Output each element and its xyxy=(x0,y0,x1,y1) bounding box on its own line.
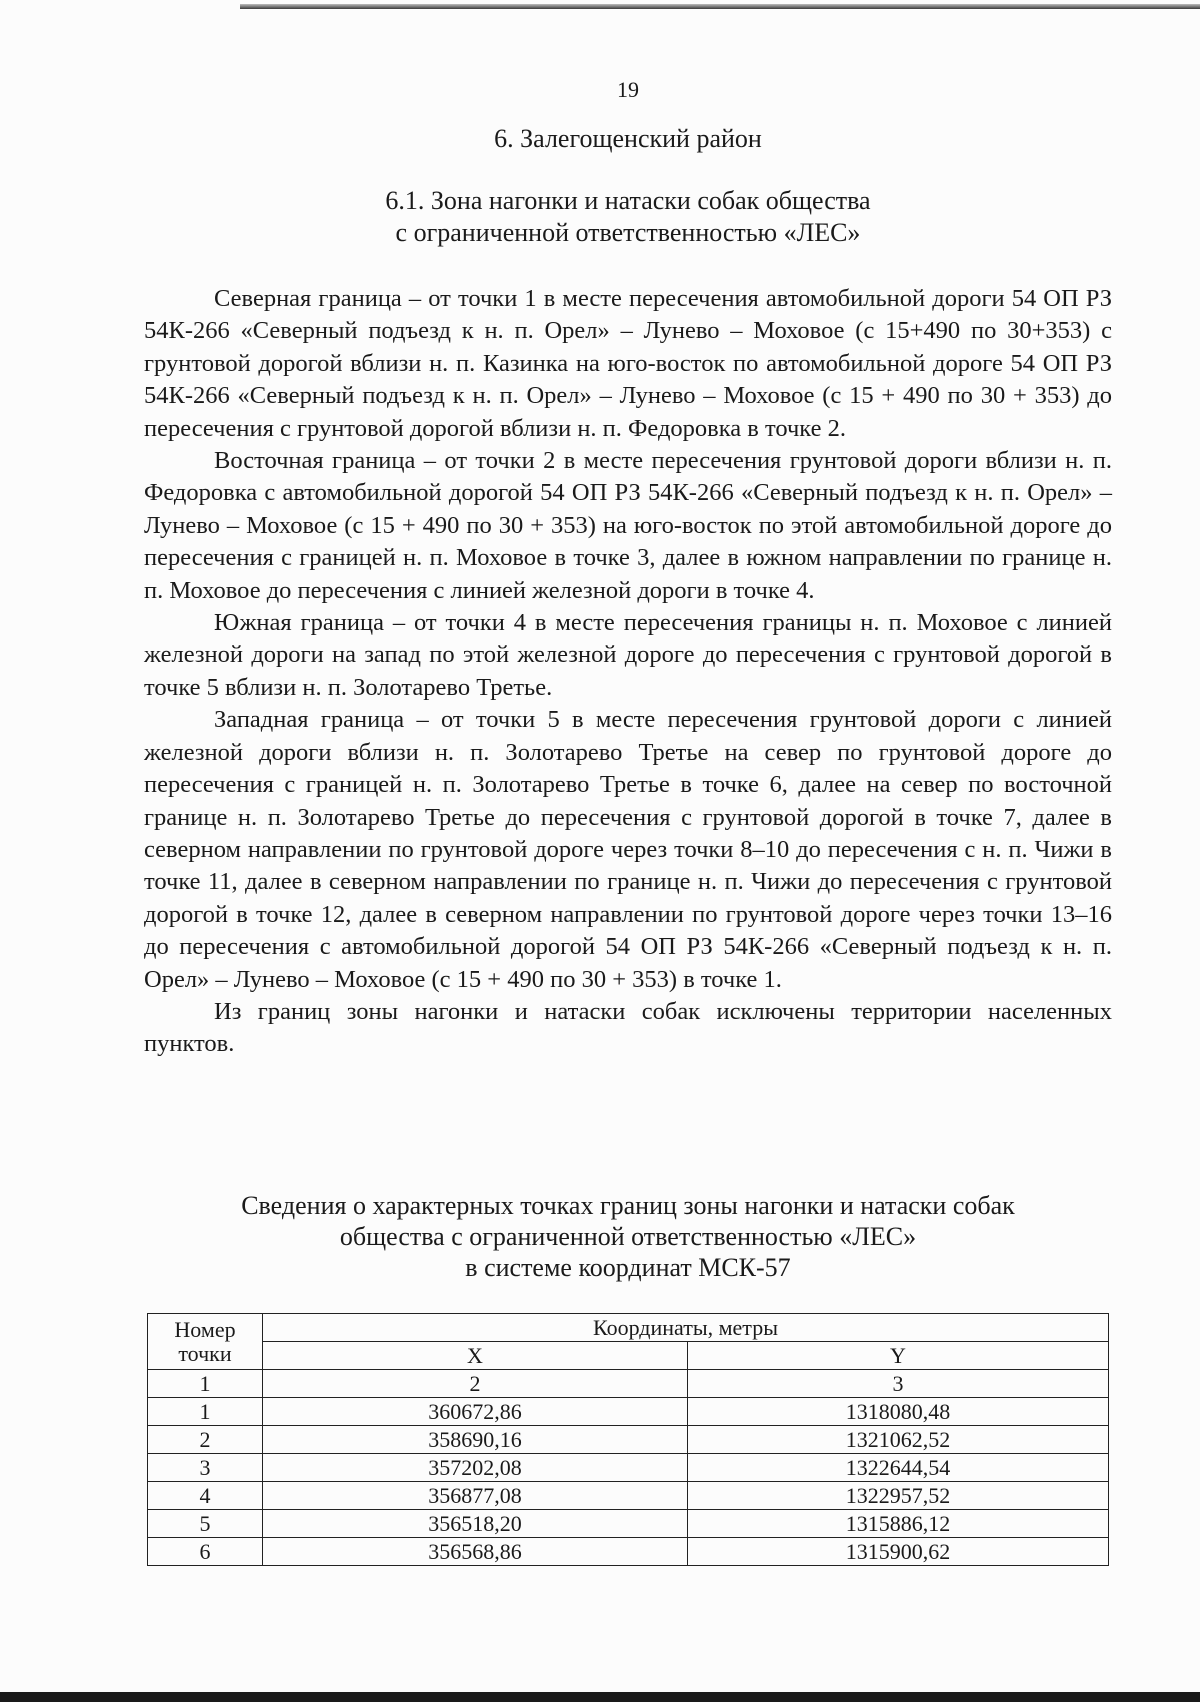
y-coordinate-cell: 1321062,52 xyxy=(688,1426,1109,1454)
paragraph-north-border: Северная граница – от точки 1 в месте пересечения автомобильной дороги 54 ОП РЗ 54К-266 «Северный подъезд к н. п. Орел» – Лунево – Моховое (с 15+490 по 30+353) с грунтовой дорогой вблизи н. п. Казинка на юго-восток по автомобильной дороге 54 ОП РЗ 54К-266 «Северный подъезд к н. п. Орел» – Лунево – Моховое (с 15 + 490 по 30 + 353) до пересечения с грунтовой дорогой вблизи н. п. Федоровка в точке 2. xyxy=(144,285,1112,442)
point-number-cell: 2 xyxy=(148,1426,263,1454)
table-row xyxy=(148,1426,1109,1454)
y-coordinate-cell: 1322644,54 xyxy=(688,1454,1109,1482)
table-row xyxy=(148,1454,1109,1482)
point-number-cell: 4 xyxy=(148,1482,263,1510)
x-coordinate-cell: 360672,86 xyxy=(263,1398,688,1426)
table-caption xyxy=(144,1190,1112,1283)
x-coordinate-cell: 357202,08 xyxy=(263,1454,688,1482)
subsection-title xyxy=(144,185,1112,249)
scan-edge-top xyxy=(240,4,1200,9)
table-row xyxy=(148,1538,1109,1566)
paragraph-east-border: Восточная граница – от точки 2 в месте пересечения грунтовой дороги вблизи н. п. Федоровка с автомобильной дорогой 54 ОП РЗ 54К-266 «Северный подъезд к н. п. Орел» – Лунево – Моховое (с 15 + 490 по 30 + 353) на юго-восток по этой автомобильной дороге до пересечения с границей н. п. Моховое в точке 3, далее в южном направлении по границе н. п. Моховое до пересечения с линией железной дороги в точке 4. xyxy=(144,447,1112,604)
y-coordinate-cell: 1318080,48 xyxy=(688,1398,1109,1426)
point-number-cell: 6 xyxy=(148,1538,263,1566)
table-caption-line-2: общества с ограниченной ответственностью «ЛЕС» xyxy=(339,1222,917,1251)
column-number-cell: 3 xyxy=(688,1370,1109,1398)
x-coordinate-cell: 356518,20 xyxy=(263,1510,688,1538)
table-row xyxy=(148,1398,1109,1426)
section-title: 6. Залегощенский район xyxy=(494,124,762,153)
x-coordinate-cell: 356877,08 xyxy=(263,1482,688,1510)
column-number-cell: 2 xyxy=(263,1370,688,1398)
point-number-cell: 1 xyxy=(148,1398,263,1426)
column-number-cell: 1 xyxy=(148,1370,263,1398)
table-row xyxy=(148,1482,1109,1510)
y-coordinate-cell: 1322957,52 xyxy=(688,1482,1109,1510)
x-coordinate-cell: 358690,16 xyxy=(263,1426,688,1454)
header-point-number: Номер точки xyxy=(148,1314,263,1370)
coordinates-table xyxy=(147,1313,1109,1566)
boundary-description xyxy=(144,283,1112,1061)
y-coordinate-cell: 1315900,62 xyxy=(688,1538,1109,1566)
scan-edge-bottom xyxy=(0,1692,1200,1702)
table-header-row xyxy=(148,1314,1109,1342)
page-number: 19 xyxy=(617,77,639,102)
header-coordinates: Координаты, метры xyxy=(263,1314,1109,1342)
subsection-title-line-1: 6.1. Зона нагонки и натаски собак общества xyxy=(385,186,871,215)
table-subheader-row xyxy=(148,1342,1109,1370)
paragraph-south-border: Южная граница – от точки 4 в месте пересечения границы н. п. Моховое с линией железной дороги на запад по этой железной дороге до пересечения с грунтовой дорогой в точке 5 вблизи н. п. Золотарево Третье. xyxy=(144,609,1112,701)
table-caption-line-1: Сведения о характерных точках границ зоны нагонки и натаски собак xyxy=(241,1191,1015,1220)
paragraph-west-border: Западная граница – от точки 5 в месте пересечения грунтовой дороги с линией железной дороги вблизи н. п. Золотарево Третье на север по грунтовой дороге до пересечения с границей н. п. Золотарево Третье в точке 6, далее на север по восточной границе н. п. Золотарево Третье до пересечения с грунтовой дорогой в точке 7, далее в северном направлении по грунтовой дороге через точки 8–10 до пересечения с н. п. Чижи в точке 11, далее в северном направлении по границе н. п. Чижи до пересечения с грунтовой дорогой в точке 12, далее в северном направлении по грунтовой дороге через точки 13–16 до пересечения с автомобильной дорогой 54 ОП РЗ 54К-266 «Северный подъезд к н. п. Орел» – Лунево – Моховое (с 15 + 490 по 30 + 353) в точке 1. xyxy=(144,706,1112,993)
y-coordinate-cell: 1315886,12 xyxy=(688,1510,1109,1538)
table-row xyxy=(148,1510,1109,1538)
table-column-number-row xyxy=(148,1370,1109,1398)
x-coordinate-cell: 356568,86 xyxy=(263,1538,688,1566)
paragraph-exclusions: Из границ зоны нагонки и натаски собак исключены территории населенных пунктов. xyxy=(144,997,1112,1058)
table-caption-line-3: в системе координат МСК-57 xyxy=(465,1253,791,1282)
subsection-title-line-2: с ограниченной ответственностью «ЛЕС» xyxy=(395,218,861,247)
point-number-cell: 5 xyxy=(148,1510,263,1538)
header-x: X xyxy=(263,1342,688,1370)
header-y: Y xyxy=(688,1342,1109,1370)
point-number-cell: 3 xyxy=(148,1454,263,1482)
